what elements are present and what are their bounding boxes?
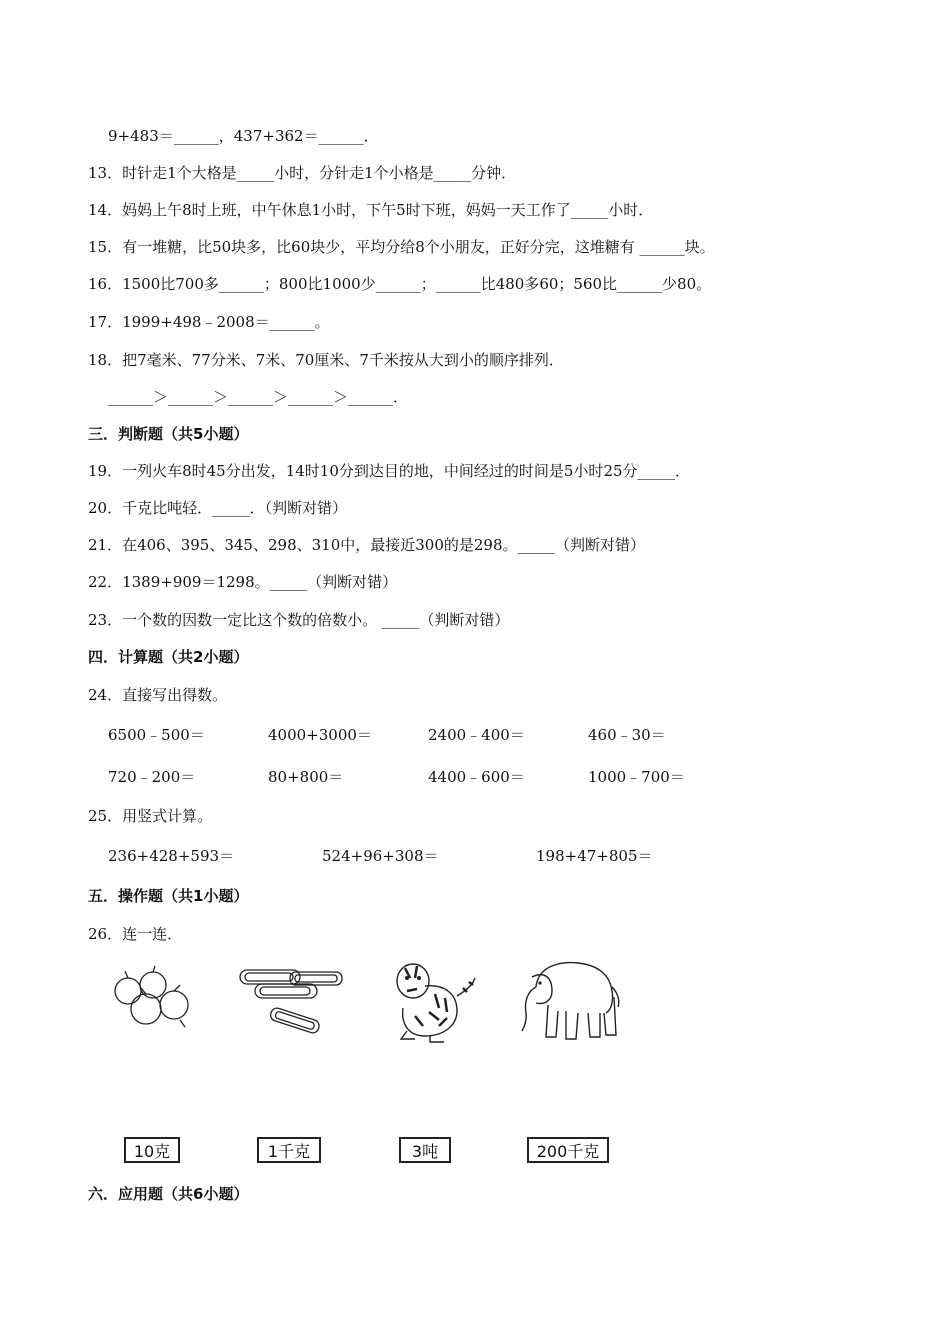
question-13: 13．时针走1个大格是_____小时，分针走1个小格是_____分钟． — [88, 164, 517, 182]
question-17: 17．1999+498﹣2008＝______。 — [88, 313, 330, 331]
elephant-image — [518, 957, 623, 1045]
question-25: 25．用竖式计算。 — [88, 807, 213, 825]
question-20: 20．千克比吨轻．_____．（判断对错） — [88, 499, 348, 517]
question-26: 26．连一连． — [88, 925, 183, 943]
section-4-heading: 四．计算题（共2小题） — [88, 648, 249, 666]
weight-label-box: 200千克 — [527, 1137, 609, 1163]
weight-label-box: 1千克 — [257, 1137, 321, 1163]
section-3-heading: 三．判断题（共5小题） — [88, 425, 249, 443]
q24-item: 1000﹣700＝ — [588, 768, 685, 786]
tiger-image — [385, 956, 480, 1044]
question-19: 19．一列火车8时45分出发，14时10分到达目的地，中间经过的时间是5小时25分_____． — [88, 462, 691, 480]
weight-label-box: 10克 — [124, 1137, 180, 1163]
question-14: 14．妈妈上午8时上班，中午休息1小时，下午5时下班，妈妈一天工作了_____小时． — [88, 201, 654, 219]
question-15: 15．有一堆糖，比50块多，比60块少，平均分给8个小朋友，正好分完，这堆糖有 ______块。 — [88, 238, 715, 256]
question-18-blanks: ______＞______＞______＞______＞______． — [108, 388, 409, 406]
section-5-heading: 五．操作题（共1小题） — [88, 887, 249, 905]
q24-item: 4000+3000＝ — [268, 726, 372, 744]
question-24: 24．直接写出得数。 — [88, 686, 228, 704]
section-6-heading: 六．应用题（共6小题） — [88, 1185, 249, 1203]
question-18: 18．把7毫米、77分米、7米、70厘米、7千米按从大到小的顺序排列． — [88, 351, 564, 369]
q24-item: 80+800＝ — [268, 768, 344, 786]
question-16: 16．1500比700多______；800比1000少______；______比480多60；560比______少80。 — [88, 275, 712, 293]
paper-clips-image — [235, 962, 350, 1037]
apples-image — [108, 965, 198, 1030]
q24-item: 460﹣30＝ — [588, 726, 666, 744]
q24-item: 720﹣200＝ — [108, 768, 196, 786]
q25-item: 524+96+308＝ — [322, 847, 439, 865]
q24-item: 4400﹣600＝ — [428, 768, 525, 786]
q12-continued: 9+483＝______，437+362＝______． — [108, 127, 379, 145]
question-22: 22．1389+909＝1298。_____（判断对错） — [88, 573, 398, 591]
question-23: 23．一个数的因数一定比这个数的倍数小。 _____（判断对错） — [88, 611, 510, 629]
weight-label-box: 3吨 — [399, 1137, 451, 1163]
q24-item: 2400﹣400＝ — [428, 726, 525, 744]
q24-item: 6500﹣500＝ — [108, 726, 205, 744]
question-21: 21．在406、395、345、298、310中，最接近300的是298。_____（判断对错） — [88, 536, 646, 554]
q25-item: 198+47+805＝ — [536, 847, 653, 865]
q25-item: 236+428+593＝ — [108, 847, 235, 865]
